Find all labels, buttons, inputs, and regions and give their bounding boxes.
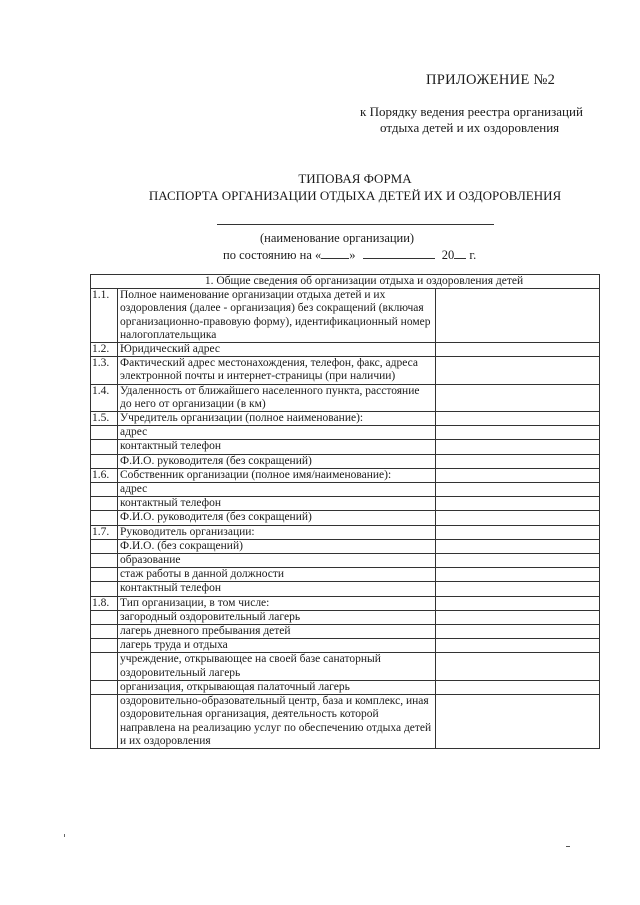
row-value-field[interactable] — [436, 384, 600, 411]
table-row — [91, 343, 600, 357]
margin-mark — [64, 834, 65, 837]
row-value-field[interactable] — [436, 554, 600, 568]
scan-mark — [566, 846, 570, 847]
row-value-field[interactable] — [436, 357, 600, 384]
form-title-line-1: ТИПОВАЯ ФОРМА — [298, 171, 412, 186]
row-value-field[interactable] — [436, 653, 600, 680]
table-row — [91, 357, 600, 384]
org-name-blank-line[interactable] — [217, 224, 494, 225]
table-row — [91, 680, 600, 694]
table-row — [91, 511, 600, 525]
passport-form-table — [90, 274, 600, 749]
row-label: оздоровительно-образовательный центр, база и комплекс, иная оздоровительная организация, деятельность которой направлена на реализацию услуг по обеспечению отдыха детей и их оздоровления — [118, 695, 436, 749]
year-prefix: 20 — [441, 248, 455, 262]
row-value-field[interactable] — [436, 610, 600, 624]
table-row — [91, 639, 600, 653]
row-label: Ф.И.О. руководителя (без сокращений) — [118, 454, 436, 468]
table-row — [91, 525, 600, 539]
table-row — [91, 610, 600, 624]
row-label: адрес — [118, 483, 436, 497]
row-number — [91, 539, 118, 553]
row-value-field[interactable] — [436, 582, 600, 596]
row-value-field[interactable] — [436, 412, 600, 426]
row-number — [91, 610, 118, 624]
row-value-field[interactable] — [436, 483, 600, 497]
table-row — [91, 454, 600, 468]
table-row — [91, 384, 600, 411]
row-value-field[interactable] — [436, 440, 600, 454]
row-value-field[interactable] — [436, 625, 600, 639]
row-label: Полное наименование организации отдыха детей и их оздоровления (далее - организация) без сокращений (включая организационно-правовую форму), идентификационный номер налогоплательщика — [118, 289, 436, 343]
row-number — [91, 497, 118, 511]
row-number: 1.1. — [91, 289, 118, 343]
row-label: Ф.И.О. (без сокращений) — [118, 539, 436, 553]
row-number: 1.7. — [91, 525, 118, 539]
row-number — [91, 625, 118, 639]
row-value-field[interactable] — [436, 454, 600, 468]
row-label: Фактический адрес местонахождения, телефон, факс, адреса электронной почты и интернет-страницы (при наличии) — [118, 357, 436, 384]
row-value-field[interactable] — [436, 568, 600, 582]
org-name-caption: (наименование организации) — [260, 231, 415, 245]
table-row — [91, 539, 600, 553]
row-number — [91, 568, 118, 582]
table-row — [91, 568, 600, 582]
row-number — [91, 483, 118, 497]
month-blank[interactable] — [363, 247, 435, 259]
row-label: контактный телефон — [118, 582, 436, 596]
date-line — [223, 247, 476, 263]
row-number — [91, 582, 118, 596]
table-row — [91, 412, 600, 426]
row-label: Ф.И.О. руководителя (без сокращений) — [118, 511, 436, 525]
row-label: контактный телефон — [118, 497, 436, 511]
row-label: лагерь дневного пребывания детей — [118, 625, 436, 639]
row-label: контактный телефон — [118, 440, 436, 454]
row-label: Руководитель организации: — [118, 525, 436, 539]
row-label: Юридический адрес — [118, 343, 436, 357]
row-value-field[interactable] — [436, 639, 600, 653]
form-title — [0, 170, 640, 204]
row-value-field[interactable] — [436, 511, 600, 525]
table-row — [91, 289, 600, 343]
row-value-field[interactable] — [436, 695, 600, 749]
table-row — [91, 653, 600, 680]
row-value-field[interactable] — [436, 468, 600, 482]
row-number — [91, 554, 118, 568]
row-number — [91, 440, 118, 454]
appendix-title: ПРИЛОЖЕНИЕ №2 — [426, 72, 556, 88]
date-suffix: г. — [469, 248, 477, 262]
date-mid: » — [349, 248, 356, 262]
table-row — [91, 497, 600, 511]
row-number: 1.4. — [91, 384, 118, 411]
table-row — [91, 426, 600, 440]
table-row — [91, 695, 600, 749]
row-number: 1.2. — [91, 343, 118, 357]
row-label: лагерь труда и отдыха — [118, 639, 436, 653]
table-row — [91, 483, 600, 497]
row-value-field[interactable] — [436, 525, 600, 539]
year-blank[interactable] — [454, 247, 466, 259]
form-title-line-2: ПАСПОРТА ОРГАНИЗАЦИИ ОТДЫХА ДЕТЕЙ ИХ И ОЗДОРОВЛЕНИЯ — [148, 188, 562, 203]
table-row — [91, 596, 600, 610]
row-number: 1.8. — [91, 596, 118, 610]
row-value-field[interactable] — [436, 596, 600, 610]
table-row — [91, 554, 600, 568]
row-label: Собственник организации (полное имя/наименование): — [118, 468, 436, 482]
row-number — [91, 454, 118, 468]
row-value-field[interactable] — [436, 680, 600, 694]
row-value-field[interactable] — [436, 539, 600, 553]
section-header-row — [91, 275, 600, 289]
row-value-field[interactable] — [436, 289, 600, 343]
row-label: Тип организации, в том числе: — [118, 596, 436, 610]
row-number: 1.3. — [91, 357, 118, 384]
row-label: учреждение, открывающее на своей базе санаторный оздоровительный лагерь — [118, 653, 436, 680]
appendix-line-2: отдыха детей и их оздоровления — [380, 120, 560, 135]
row-number: 1.6. — [91, 468, 118, 482]
table-row — [91, 582, 600, 596]
row-label: Удаленность от ближайшего населенного пункта, расстояние до него от организации (в км) — [118, 384, 436, 411]
section-title: 1. Общие сведения об организации отдыха и оздоровления детей — [91, 275, 600, 289]
row-label: адрес — [118, 426, 436, 440]
row-number — [91, 680, 118, 694]
row-value-field[interactable] — [436, 426, 600, 440]
day-blank[interactable] — [321, 247, 349, 259]
row-number: 1.5. — [91, 412, 118, 426]
row-label: организация, открывающая палаточный лагерь — [118, 680, 436, 694]
row-label: образование — [118, 554, 436, 568]
row-number — [91, 695, 118, 749]
row-number — [91, 426, 118, 440]
row-number — [91, 639, 118, 653]
date-prefix: по состоянию на « — [223, 248, 322, 262]
table-row — [91, 625, 600, 639]
table-row — [91, 440, 600, 454]
appendix-line-1: к Порядку ведения реестра организаций — [360, 104, 583, 119]
table-row — [91, 468, 600, 482]
row-label: загородный оздоровительный лагерь — [118, 610, 436, 624]
row-label: стаж работы в данной должности — [118, 568, 436, 582]
row-number — [91, 511, 118, 525]
row-value-field[interactable] — [436, 343, 600, 357]
row-label: Учредитель организации (полное наименование): — [118, 412, 436, 426]
row-number — [91, 653, 118, 680]
row-value-field[interactable] — [436, 497, 600, 511]
